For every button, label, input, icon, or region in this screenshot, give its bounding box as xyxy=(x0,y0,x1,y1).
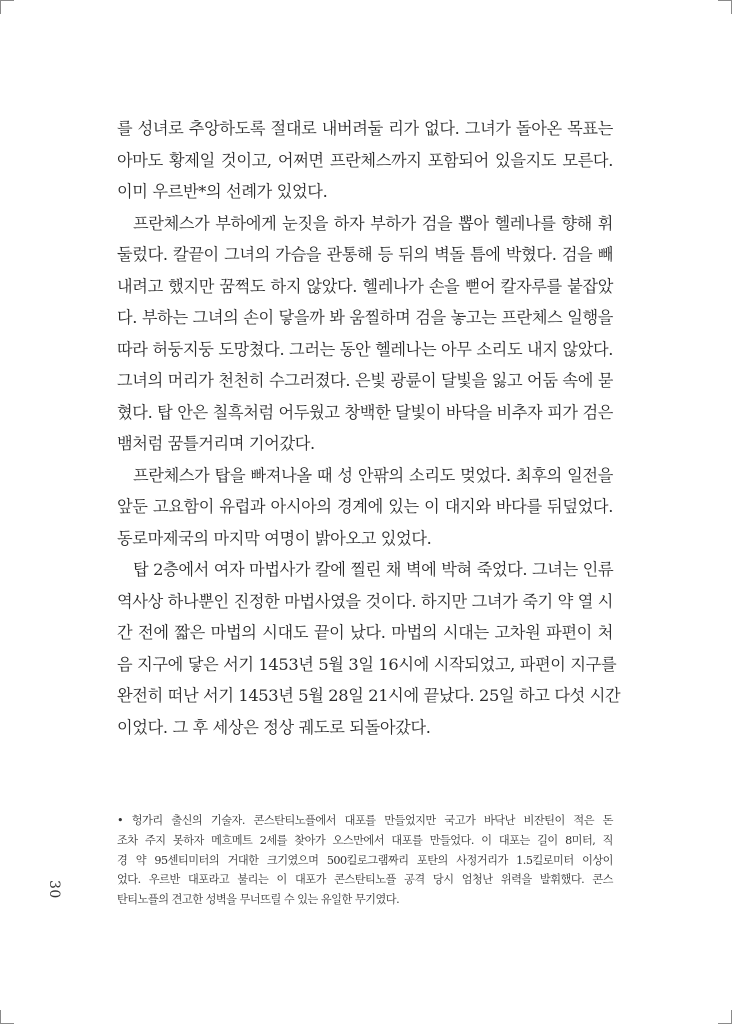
paragraph-2 xyxy=(117,208,613,460)
text-line: 음 지구에 닿은 서기 1453년 5월 3일 16시에 시작되었고, 파편이 지구를 xyxy=(117,654,617,674)
paragraph-4 xyxy=(117,554,621,743)
crop-mark-top-right-h xyxy=(718,0,732,1)
footnote-line: • 헝가리 출신의 기술자. 콘스탄티노플에서 대포를 만들었지만 국고가 바닥난 비잔틴이 적은 돈 xyxy=(117,814,613,827)
footnote xyxy=(117,811,613,910)
text-line: 역사상 하나뿐인 진정한 마법사였을 것이다. 하지만 그녀가 죽기 약 열 시 xyxy=(117,591,614,611)
crop-mark-top-left-h xyxy=(0,0,14,1)
text-line: 아마도 황제일 것이고, 어쩌면 프란체스까지 포함되어 있을지도 모른다. xyxy=(117,150,613,170)
paragraph-1 xyxy=(117,113,613,208)
text-line: 혔다. 탑 안은 칠흑처럼 어두웠고 창백한 달빛이 바닥을 비추자 피가 검은 xyxy=(117,402,614,422)
text-line: 내려고 했지만 꿈쩍도 하지 않았다. 헬레나가 손을 뻗어 칼자루를 붙잡았 xyxy=(117,276,613,296)
footnote-line: 탄티노플의 견고한 성벽을 무너뜨릴 수 있는 유일한 무기였다. xyxy=(117,893,400,907)
body-text xyxy=(117,113,621,743)
footnote-line: 었다. 우르반 대포라고 불리는 이 대포가 콘스탄티노플 공격 당시 엄청난 위력을 발휘했다. 콘스 xyxy=(117,873,613,887)
text-line: 그녀의 머리가 천천히 수그러졌다. 은빛 광륜이 달빛을 잃고 어둠 속에 묻 xyxy=(117,371,614,390)
text-line: 탑 2층에서 여자 마법사가 칼에 찔린 채 벽에 박혀 죽었다. 그녀는 인류 xyxy=(133,560,614,579)
text-line: 프란체스가 탑을 빠져나올 때 성 안팎의 소리도 멎었다. 최후의 일전을 xyxy=(133,465,613,485)
text-line: 뱀처럼 꿈틀거리며 기어갔다. xyxy=(117,434,315,453)
text-line: 완전히 떠난 서기 1453년 5월 28일 21시에 끝났다. 25일 하고 다섯 시간 xyxy=(117,686,621,705)
footnote-line: 경 약 95센티미터의 거대한 크기였으며 500킬로그램짜리 포탄의 사정거리가 1.5킬로미터 이상이 xyxy=(117,853,613,867)
text-line: 앞둔 고요함이 유럽과 아시아의 경계에 있는 이 대지와 바다를 뒤덮었다. xyxy=(117,497,613,516)
text-line: 동로마제국의 마지막 여명이 밝아오고 있었다. xyxy=(117,528,432,548)
footnote-line: 조차 주지 못하자 메흐메트 2세를 찾아가 오스만에서 대포를 만들었다. 이 대포는 길이 8미터, 직 xyxy=(117,833,613,847)
crop-mark-bottom-left-v xyxy=(0,1010,1,1024)
crop-mark-top-left-v xyxy=(0,0,1,14)
text-line: 다. 부하는 그녀의 손이 닿을까 봐 움찔하며 검을 놓고는 프란체스 일행을 xyxy=(117,308,614,327)
text-line: 를 성녀로 추앙하도록 절대로 내버려둘 리가 없다. 그녀가 돌아온 목표는 xyxy=(117,119,613,138)
text-line: 프란체스가 부하에게 눈짓을 하자 부하가 검을 뽑아 헬레나를 향해 휘 xyxy=(133,213,613,233)
paragraph-3 xyxy=(117,460,613,555)
text-line: 이었다. 그 후 세상은 정상 궤도로 되돌아갔다. xyxy=(117,717,431,737)
text-line: 이미 우르반*의 선례가 있었다. xyxy=(117,182,328,201)
page-number: 30 xyxy=(46,880,62,899)
text-line: 간 전에 짧은 마법의 시대도 끝이 났다. 마법의 시대는 고차원 파편이 처 xyxy=(117,623,613,642)
text-line: 둘렀다. 칼끝이 그녀의 가슴을 관통해 등 뒤의 벽돌 틈에 박혔다. 검을 빼 xyxy=(117,245,613,264)
text-line: 따라 허둥지둥 도망쳤다. 그러는 동안 헬레나는 아무 소리도 내지 않았다. xyxy=(117,339,614,359)
